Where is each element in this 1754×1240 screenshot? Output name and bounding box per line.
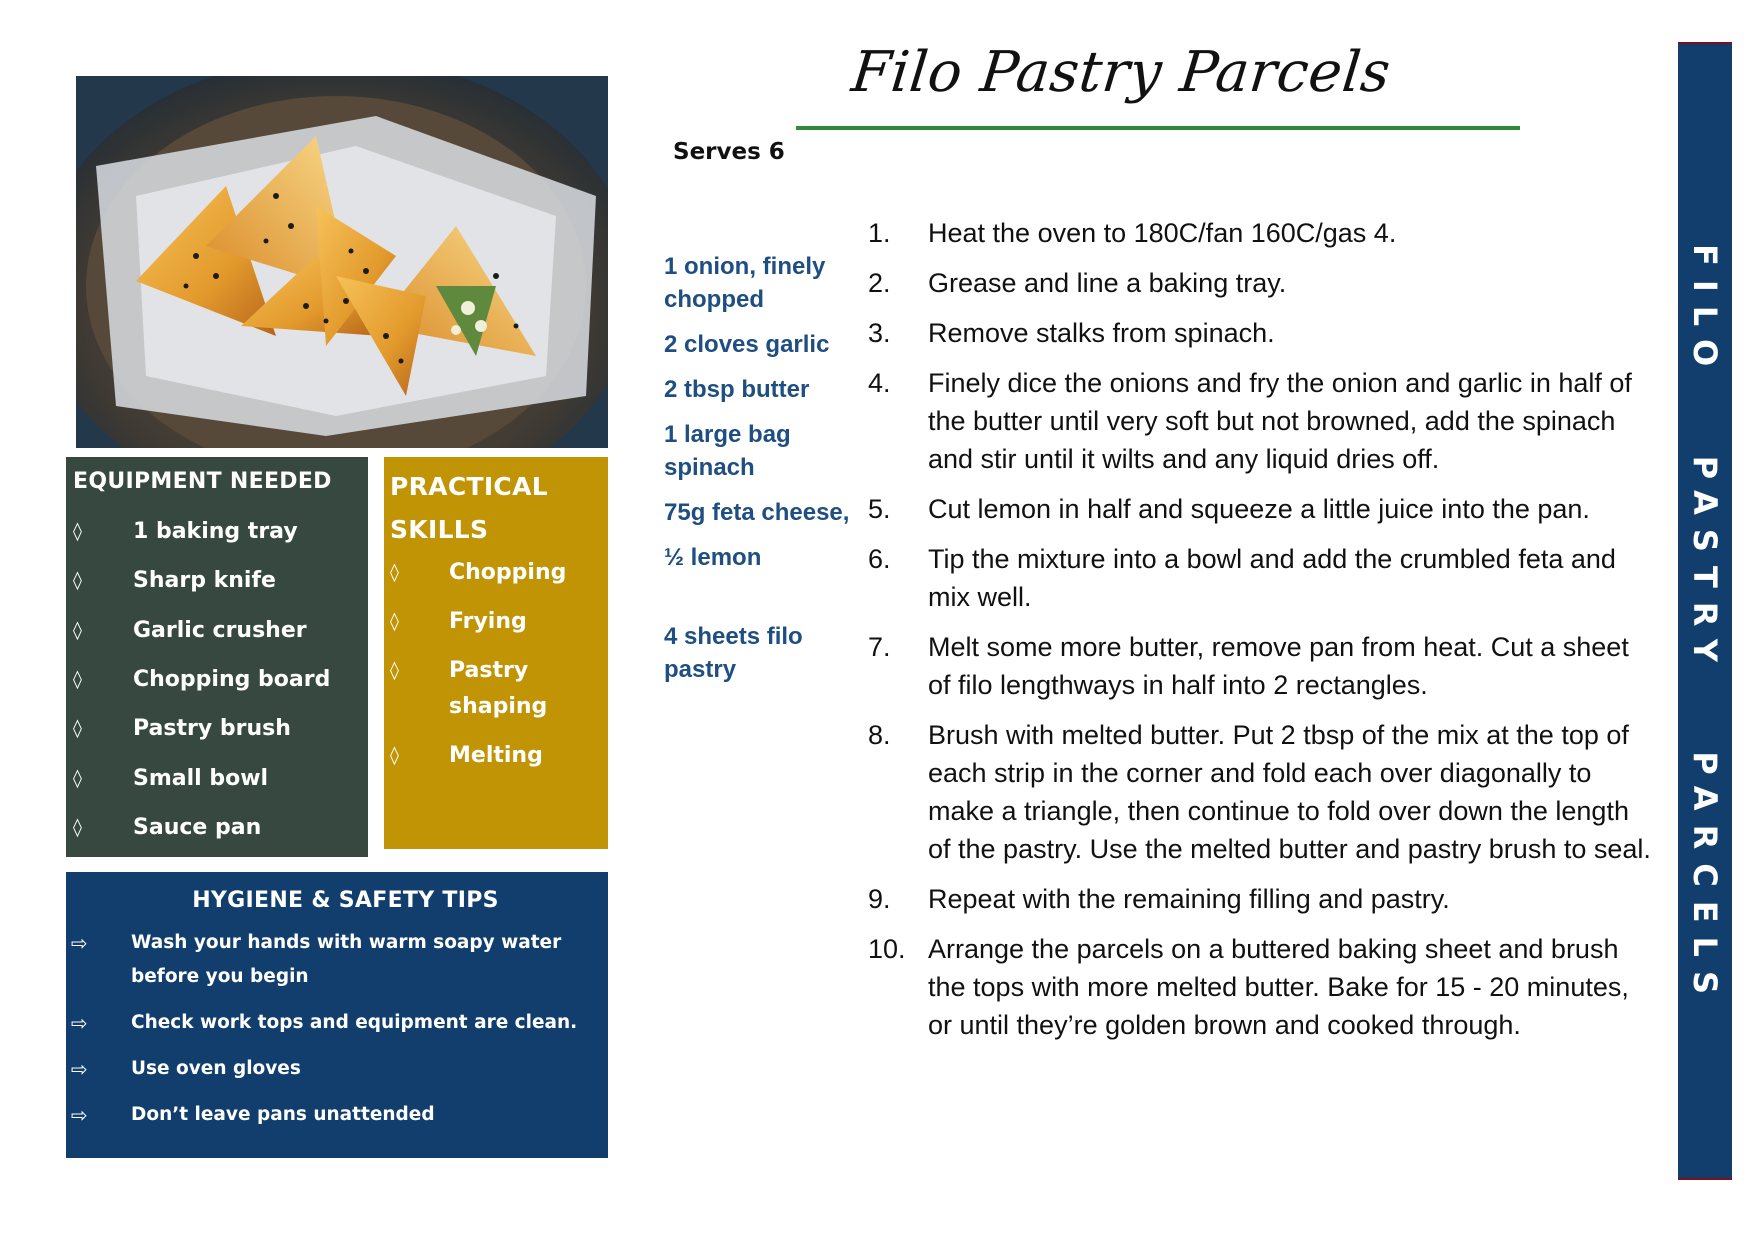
ingredient-item: ½ lemon	[664, 544, 762, 571]
skills-list	[390, 555, 600, 774]
list-item: ◊ Sauce pan	[73, 814, 262, 840]
ingredient-item: 2 tbsp butter	[664, 376, 810, 403]
step-text: Grease and line a baking tray.	[928, 268, 1287, 298]
diamond-bullet-icon: ◊	[73, 718, 82, 740]
method-step	[868, 628, 1658, 704]
step-number: 1.	[868, 218, 891, 248]
page-title: Filo Pastry Parcels	[848, 40, 1394, 105]
hygiene-heading: HYGIENE & SAFETY TIPS	[192, 888, 499, 913]
diamond-bullet-icon: ◊	[390, 745, 399, 766]
step-number: 6.	[868, 544, 891, 574]
method-steps	[868, 214, 1658, 1056]
hygiene-safety-box	[66, 872, 608, 1158]
step-number: 9.	[868, 884, 891, 914]
step-number: 8.	[868, 720, 891, 750]
list-item: ◊ Frying	[390, 604, 600, 640]
step-text: Repeat with the remaining filling and pastry.	[928, 884, 1450, 914]
step-text: Brush with melted butter. Put 2 tbsp of the mix at the top of each strip in the corner and fold each over diagonally to make a triangle, then continue to fold over down the length of the pastry. Use the melted butter and pastry brush to seal.	[928, 720, 1651, 864]
arrow-right-icon: ⇨	[71, 931, 88, 955]
method-step	[868, 314, 1658, 352]
method-step	[868, 930, 1658, 1044]
diamond-bullet-icon: ◊	[73, 570, 82, 592]
method-step	[868, 264, 1658, 302]
list-item: ⇨ Use oven gloves	[71, 1052, 598, 1086]
method-step	[868, 716, 1658, 868]
list-item: ◊ Pastry brush	[73, 716, 291, 742]
ingredient-item: 2 cloves garlic	[664, 331, 830, 358]
step-text: Remove stalks from spinach.	[928, 318, 1275, 348]
diamond-bullet-icon: ◊	[73, 669, 82, 691]
step-number: 2.	[868, 268, 891, 298]
method-step	[868, 490, 1658, 528]
diamond-bullet-icon: ◊	[390, 660, 399, 681]
serves-label: Serves 6	[673, 139, 785, 165]
ingredient-item: 1 onion, finely chopped	[664, 253, 826, 313]
ingredients-list	[664, 250, 854, 698]
diamond-bullet-icon: ◊	[73, 521, 82, 543]
list-item: ◊ Chopping board	[73, 667, 331, 693]
diamond-bullet-icon: ◊	[390, 611, 399, 632]
arrow-right-icon: ⇨	[71, 1011, 88, 1035]
side-banner	[1678, 42, 1732, 1180]
ingredient-item: 4 sheets filo pastry	[664, 623, 803, 683]
method-step	[868, 214, 1658, 252]
list-item: ◊ Pastry shaping	[390, 653, 600, 725]
recipe-photo	[76, 76, 608, 448]
list-item: ◊ Chopping	[390, 555, 600, 591]
filo-parcels-photo	[76, 76, 608, 448]
equipment-box	[66, 457, 368, 857]
ingredient-item: 1 large bag spinach	[664, 421, 791, 481]
list-item: ◊ Melting	[390, 738, 600, 774]
list-item: ⇨ Check work tops and equipment are clean.	[71, 1006, 598, 1040]
step-text: Cut lemon in half and squeeze a little juice into the pan.	[928, 494, 1590, 524]
equipment-heading: EQUIPMENT NEEDED	[73, 469, 332, 494]
list-item: ◊ Garlic crusher	[73, 617, 307, 643]
step-text: Heat the oven to 180C/fan 160C/gas 4.	[928, 218, 1397, 248]
method-step	[868, 880, 1658, 918]
title-underline	[796, 126, 1520, 130]
diamond-bullet-icon: ◊	[73, 619, 82, 641]
equipment-list	[73, 507, 360, 852]
practical-skills-box	[384, 457, 608, 849]
tips-list	[71, 926, 598, 1132]
method-step	[868, 364, 1658, 478]
ingredient-item: 75g feta cheese,	[664, 499, 850, 526]
list-item: ◊ Small bowl	[73, 765, 269, 791]
step-text: Tip the mixture into a bowl and add the crumbled feta and mix well.	[928, 544, 1616, 612]
skills-heading: PRACTICAL SKILLS	[390, 472, 548, 544]
step-text: Arrange the parcels on a buttered baking sheet and brush the tops with more melted butter. Bake for 15 - 20 minutes, or until they’re golden brown and cooked through.	[928, 934, 1629, 1040]
step-number: 10.	[868, 934, 906, 964]
list-item: ⇨ Wash your hands with warm soapy water before you begin	[71, 926, 598, 994]
diamond-bullet-icon: ◊	[73, 816, 82, 838]
list-item: ⇨ Don’t leave pans unattended	[71, 1098, 598, 1132]
list-item: ◊ 1 baking tray	[73, 519, 298, 545]
step-text: Melt some more butter, remove pan from heat. Cut a sheet of filo lengthways in half into 2 rectangles.	[928, 632, 1629, 700]
step-number: 5.	[868, 494, 891, 524]
step-number: 3.	[868, 318, 891, 348]
list-item: ◊ Sharp knife	[73, 568, 276, 594]
step-number: 4.	[868, 368, 891, 398]
arrow-right-icon: ⇨	[71, 1103, 88, 1127]
method-step	[868, 540, 1658, 616]
step-number: 7.	[868, 632, 891, 662]
side-banner-text: FILO PASTRY PARCELS	[1686, 244, 1724, 1008]
step-text: Finely dice the onions and fry the onion and garlic in half of the butter until very soft but not browned, add the spinach and stir until it wilts and any liquid dries off.	[928, 368, 1632, 474]
arrow-right-icon: ⇨	[71, 1057, 88, 1081]
diamond-bullet-icon: ◊	[390, 562, 399, 583]
diamond-bullet-icon: ◊	[73, 767, 82, 789]
